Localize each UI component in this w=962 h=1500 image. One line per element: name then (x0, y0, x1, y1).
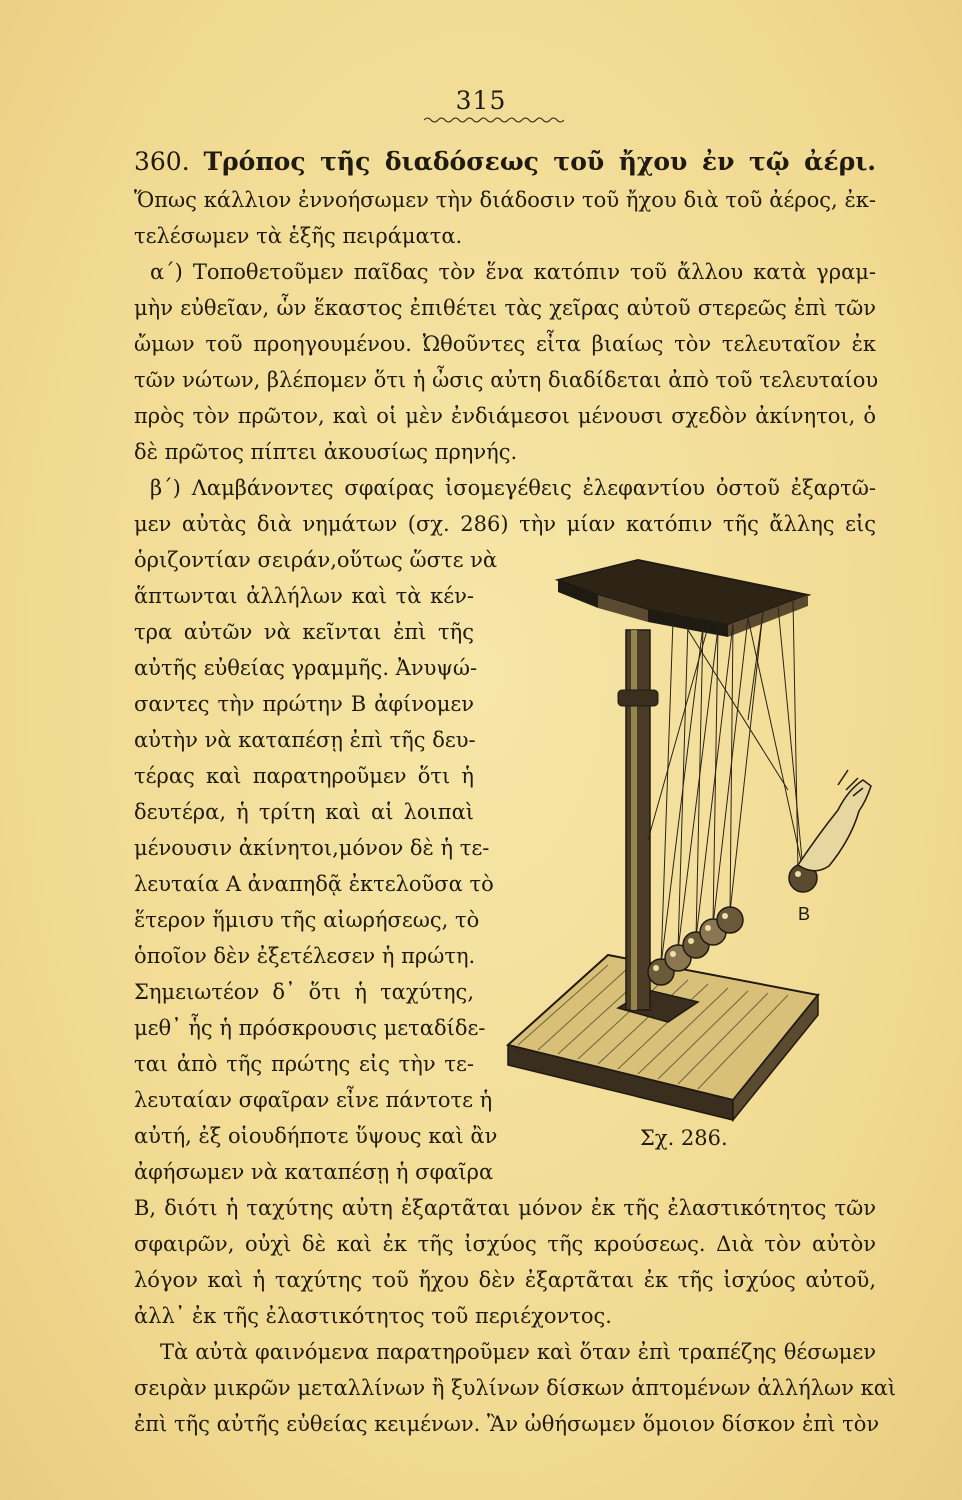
section-number: 360. (134, 147, 190, 176)
text-line: δευτέρα, ἡ τρίτη καὶ αἱ λοιπαὶ (134, 800, 474, 824)
text-line: αὐτῆς εὐθείας γραμμῆς. Ἀνυψώ- (134, 656, 478, 680)
text-line: Σημειωτέον δ᾽ ὅτι ἡ ταχύτης, (134, 980, 474, 1004)
text-line: ται ἀπὸ τῆς πρώτης εἰς τὴν τε- (134, 1052, 474, 1076)
text-line: α´) Τοποθετοῦμεν παῖδας τὸν ἕνα κατόπιν τοῦ ἄλλου κατὰ γραμ- (150, 260, 876, 284)
text-line: ἕτερον ἥμισυ τῆς αἰωρήσεως, τὸ (134, 908, 480, 932)
text-line: τέρας καὶ παρατηροῦμεν ὅτι ἡ (134, 764, 474, 788)
text-line: Τὰ αὐτὰ φαινόμενα παρατηροῦμεν καὶ ὅταν ἐπὶ τραπέζης θέσωμεν (160, 1340, 876, 1364)
text-line: ἀφήσωμεν νὰ καταπέσῃ ἡ σφαῖρα (134, 1160, 494, 1184)
page-number: 315 (455, 86, 507, 115)
wavy-rule-ornament (424, 116, 564, 124)
text-line: τελέσωμεν τὰ ἑξῆς πειράματα. (134, 224, 463, 248)
text-line: Ὅπως κάλλιον ἐννοήσωμεν τὴν διάδοσιν τοῦ ἤχου διὰ τοῦ ἀέρος, ἐκ- (134, 188, 876, 212)
figure-label-b: B (798, 904, 811, 924)
figure-caption: Σχ. 286. (640, 1126, 728, 1150)
text-line: τῶν νώτων, βλέπομεν ὅτι ἡ ὦσις αὐτη διαδίδεται ἀπὸ τοῦ τελευταίου (134, 368, 879, 392)
text-line: ὁριζοντίαν σειράν,οὕτως ὥστε νὰ (134, 548, 498, 572)
text-line: αὐτὴν νὰ καταπέσῃ ἐπὶ τῆς δευ- (134, 728, 476, 752)
text-line: μένουσιν ἀκίνητοι,μόνον δὲ ἡ τε- (134, 836, 490, 860)
text-line: σειρὰν μικρῶν μεταλλίνων ἢ ξυλίνων δίσκων ἁπτομένων ἀλλήλων καὶ (134, 1376, 897, 1400)
text-line: λευταίαν σφαῖραν εἶνε πάντοτε ἡ (134, 1088, 493, 1112)
text-line: μεθ᾽ ἧς ἡ πρόσκρουσις μεταδίδε- (134, 1016, 486, 1040)
section-title: Τρόπος τῆς διαδόσεως τοῦ ἤχου ἐν τῷ ἀέρι. (203, 147, 876, 176)
section-heading (134, 148, 876, 176)
pendulum-apparatus-illustration (498, 540, 888, 1140)
text-line: ὤμων τοῦ προηγουμένου. Ὠθοῦντες εἶτα βιαίως τὸν τελευταῖον ἐκ (134, 332, 876, 356)
text-line: ἅπτωνται ἀλλήλων καὶ τὰ κέν- (134, 584, 474, 608)
text-line: δὲ πρῶτος πίπτει ἀκουσίως πρηνής. (134, 440, 518, 464)
text-line: ἐπὶ τῆς αὐτῆς εὐθείας κειμένων. Ἂν ὠθήσωμεν ὅμοιον δίσκον ἐπὶ τὸν (134, 1412, 880, 1436)
text-line: Β, διότι ἡ ταχύτης αὐτη ἐξαρτᾶται μόνον ἐκ τῆς ἐλαστικότητος τῶν (134, 1196, 876, 1220)
text-line: πρὸς τὸν πρῶτον, καὶ οἱ μὲν ἐνδιάμεσοι μένουσι σχεδὸν ἀκίνητοι, ὁ (134, 404, 876, 428)
text-line: σφαιρῶν, οὐχὶ δὲ καὶ ἐκ τῆς ἰσχύος τῆς κρούσεως. Διὰ τὸν αὐτὸν (134, 1232, 876, 1256)
text-line: λευταία Α ἀναπηδᾷ ἐκτελοῦσα τὸ (134, 872, 494, 896)
text-line: σαντες τὴν πρώτην Β ἀφίνομεν (134, 692, 474, 716)
text-line: τρα αὐτῶν νὰ κεῖνται ἐπὶ τῆς (134, 620, 474, 644)
text-line: ἀλλ᾽ ἐκ τῆς ἐλαστικότητος τοῦ περιέχοντος. (134, 1304, 612, 1328)
text-line: μεν αὐτὰς διὰ νημάτων (σχ. 286) τὴν μίαν κατόπιν τῆς ἄλλης εἰς (134, 512, 876, 536)
text-line: λόγον καὶ ἡ ταχύτης τοῦ ἤχου δὲν ἐξαρτᾶται ἐκ τῆς ἰσχύος αὐτοῦ, (134, 1268, 876, 1292)
text-line: αὐτή, ἐξ οἱουδήποτε ὕψους καὶ ἂν (134, 1124, 498, 1148)
text-line: ὁποῖον δὲν ἐξετέλεσεν ἡ πρώτη. (134, 944, 476, 968)
text-line: β´) Λαμβάνοντες σφαίρας ἰσομεγέθεις ἐλεφαντίου ὀστοῦ ἐξαρτῶ- (150, 476, 876, 500)
text-line: μὴν εὐθεῖαν, ὧν ἕκαστος ἐπιθέτει τὰς χεῖρας αὐτοῦ στερεῶς ἐπὶ τῶν (134, 296, 876, 320)
